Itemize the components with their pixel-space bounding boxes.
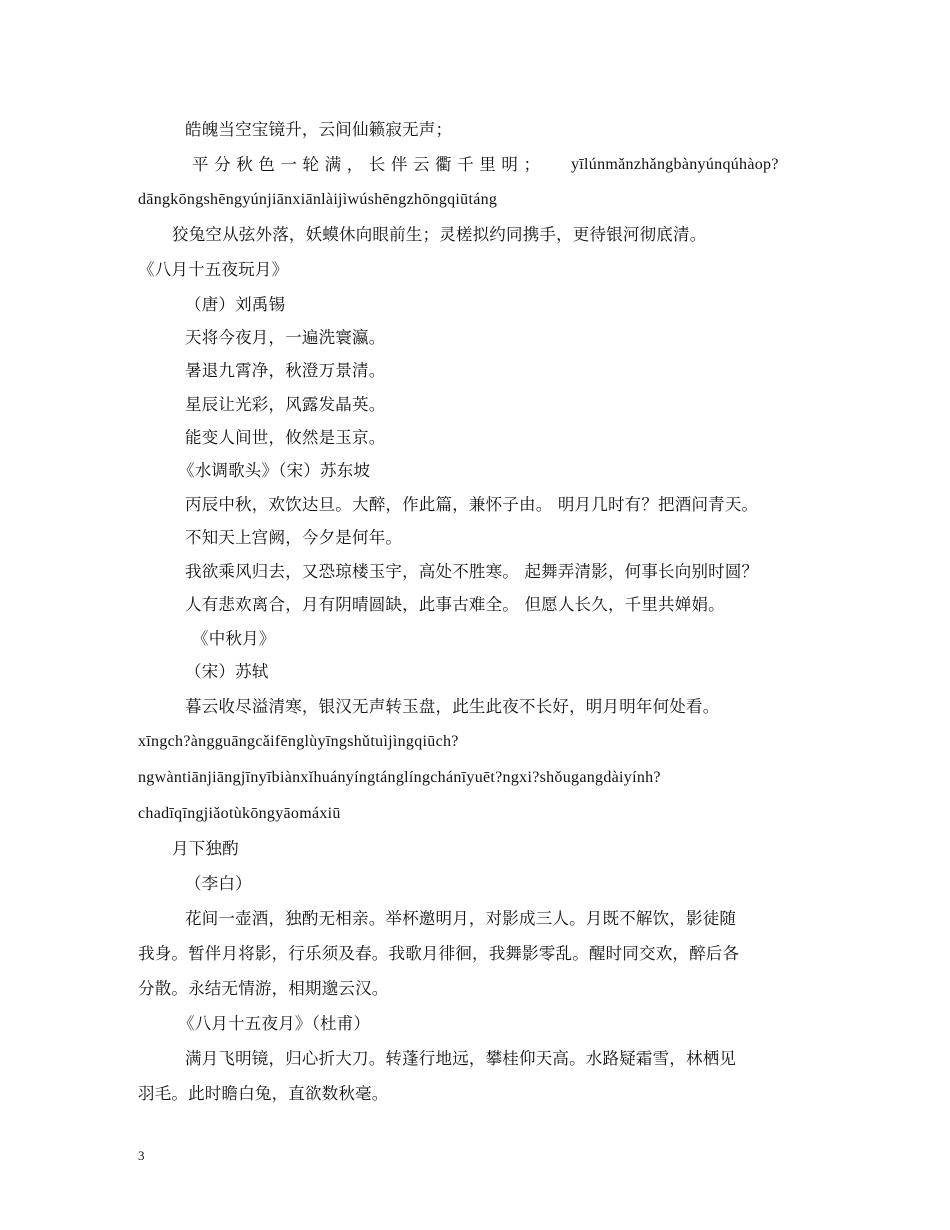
poem-author: （李白） <box>185 874 252 893</box>
poem-line: 人有悲欢离合，月有阴晴圆缺，此事古难全。 但愿人长久，千里共婵娟。 <box>185 595 725 614</box>
poem-line: 我欲乘风归去，又恐琼楼玉宇，高处不胜寒。 起舞弄清影，何事长向别时圆？ <box>185 562 759 581</box>
poem-line: 狡兔空从弦外落，妖蟆休向眼前生；灵槎拟约同携手，更待银河彻底清。 <box>172 225 707 244</box>
poem-line: 能变人间世，攸然是玉京。 <box>185 428 386 447</box>
poem-line: 暑退九霄净，秋澄万景清。 <box>185 361 386 380</box>
poem-title: 《中秋月》 <box>192 629 276 648</box>
poem-line: 我身。暂伴月将影，行乐须及春。我歌月徘徊，我舞影零乱。醒时同交欢，醉后各 <box>138 944 740 963</box>
pinyin-line: xīngch?àngguāngcǎifēnglùyīngshǔtuìjìngqiūch? <box>138 733 459 750</box>
poem-title: 月下独酌 <box>172 839 239 858</box>
poem-line: 皓魄当空宝镜升，云间仙籁寂无声； <box>185 120 453 139</box>
poem-line: 花间一壶酒，独酌无相亲。举杯邀明月，对影成三人。月既不解饮，影徒随 <box>185 909 737 928</box>
poem-title: 《水调歌头》（宋）苏东坡 <box>178 461 371 480</box>
pinyin-line: dāngkōngshēngyúnjiānxiānlàijìwúshēngzhōngqiūtáng <box>138 191 498 208</box>
poem-author: （唐）刘禹锡 <box>185 295 286 314</box>
poem-line: 平分秋色一轮满，长伴云衢千里明； <box>192 155 546 174</box>
poem-line: 满月飞明镜，归心折大刀。转蓬行地远，攀桂仰天高。水路疑霜雪，林栖见 <box>185 1049 737 1068</box>
poem-title: 《八月十五夜玩月》 <box>138 260 289 279</box>
poem-line: 丙辰中秋，欢饮达旦。大醉，作此篇，兼怀子由。 明月几时有？把酒问青天。 <box>185 495 759 514</box>
poem-line: 羽毛。此时瞻白兔，直欲数秋毫。 <box>138 1084 389 1103</box>
poem-title: 《八月十五夜月》（杜甫） <box>178 1014 371 1033</box>
poem-line: 不知天上宫阙，今夕是何年。 <box>185 528 403 547</box>
poem-author: （宋）苏轼 <box>185 662 269 681</box>
pinyin-line: yīlúnmǎnzhǎngbànyúnqúhàop? <box>571 156 779 173</box>
pinyin-line: ngwàntiānjiāngjīnyībiànxǐhuányíngtánglíngchánīyuēt?ngxi?shǒugangdàiyính? <box>138 769 661 786</box>
poem-line: 星辰让光彩，风露发晶英。 <box>185 395 386 414</box>
poem-line: 暮云收尽溢清寒，银汉无声转玉盘，此生此夜不长好，明月明年何处看。 <box>185 697 720 716</box>
poem-line: 分散。永结无情游，相期邈云汉。 <box>138 979 389 998</box>
page-number: 3 <box>138 1148 145 1163</box>
pinyin-line: chadīqīngjiǎotùkōngyāomáxiū <box>138 805 341 822</box>
poem-line: 天将今夜月，一遍洗寰瀛。 <box>185 328 386 347</box>
